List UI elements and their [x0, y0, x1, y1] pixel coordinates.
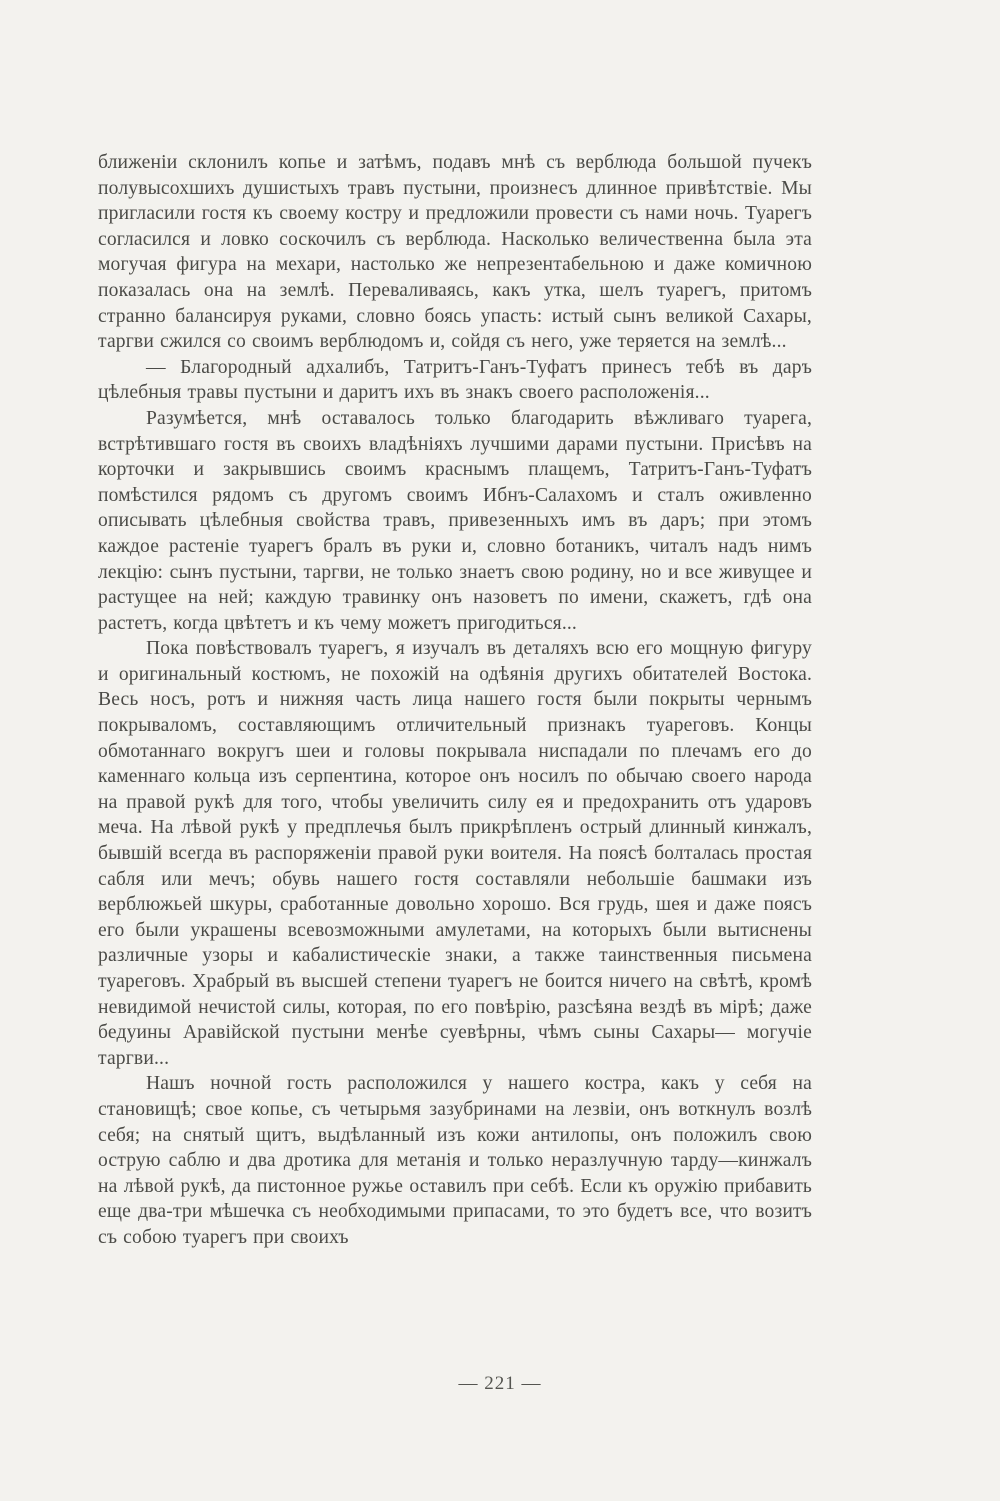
paragraph-continuation: ближеніи склонилъ копье и затѣмъ, подавъ мнѣ съ верблюда большой пучекъ полувысохшихъ душистыхъ травъ пустыни, произнесъ длинное привѣтствіе. Мы пригласили гостя къ своему костру и предложили провести съ нами ночь. Туарегъ согласился и ловко соскочилъ съ верблюда. Насколько величественна была эта могучая фигура на мехари, настолько же непрезентабельною и даже комичною показалась она на землѣ. Переваливаясь, какъ утка, шелъ туарегъ, притомъ странно балансируя руками, словно боясь упасть: истый сынъ великой Сахары, таргви сжился со своимъ верблюдомъ и, сойдя съ него, уже теряется на землѣ... — [98, 152, 812, 353]
paragraph-dialogue: — Благородный адхалибъ, Татритъ-Ганъ-Туфатъ принесъ тебѣ въ даръ цѣлебныя травы пустыни и даритъ ихъ въ знакъ своего расположенія... — [98, 356, 812, 404]
paragraph: Нашъ ночной гость расположился у нашего костра, какъ у себя на становищѣ; свое копье, съ четырьмя зазубринами на лезвіи, онъ воткнулъ возлѣ себя; на снятый щитъ, выдѣланный изъ кожи антилопы, онъ положилъ свою острую саблю и два дротика для метанія и только неразлучную тарду—кинжалъ на лѣвой рукѣ, да пистонное ружье оставилъ при себѣ. Если къ оружію прибавить еще два-три мѣшечка съ необходимыми припасами, то это будетъ все, что возитъ съ собою туарегъ при своихъ — [98, 1073, 812, 1248]
page-number: — 221 — — [458, 1373, 542, 1394]
page-body-text — [98, 150, 812, 1251]
paragraph: Пока повѣствовалъ туарегъ, я изучалъ въ деталяхъ всю его мощную фигуру и оригинальный костюмъ, не похожій на одѣянія другихъ обитателей Востока. Весь носъ, ротъ и нижняя часть лица нашего гостя были покрыты чернымъ покрываломъ, составляющимъ отличительный признакъ туареговъ. Концы обмотаннаго вокругъ шеи и головы покрывала ниспадали по плечамъ его до каменнаго кольца изъ серпентина, которое онъ носилъ по обычаю своего народа на правой рукѣ для того, чтобы увеличить силу ея и предохранить отъ ударовъ меча. На лѣвой рукѣ у предплечья былъ прикрѣпленъ острый длинный кинжалъ, бывшій всегда въ распоряженіи правой руки воителя. На поясѣ болталась простая сабля или мечъ; обувь нашего гостя составляли небольшіе башмаки изъ верблюжьей шкуры, сработанные довольно хорошо. Вся грудь, шея и даже поясъ его были украшены всевозможными амулетами, на которыхъ были вытиснены различные узоры и кабалистическіе знаки, а также таинственныя письмена туареговъ. Храбрый въ высшей степени туарегъ не боится ничего на свѣтѣ, кромѣ невидимой нечистой силы, которая, по его повѣрію, разсѣяна вездѣ въ мірѣ; даже бедуины Аравійской пустыни менѣе суевѣрны, чѣмъ сыны Сахары— могучіе таргви... — [98, 638, 812, 1069]
paragraph: Разумѣется, мнѣ оставалось только благодарить вѣжливаго туарега, встрѣтившаго гостя въ своихъ владѣніяхъ лучшими дарами пустыни. Присѣвъ на корточки и закрывшись своимъ краснымъ плащемъ, Татритъ-Ганъ-Туфатъ помѣстился рядомъ съ другомъ своимъ Ибнъ-Салахомъ и сталъ оживленно описывать цѣлебныя свойства травъ, привезенныхъ имъ въ даръ; при этомъ каждое растеніе туарегъ бралъ въ руки и, словно ботаникъ, читалъ надъ нимъ лекцію: сынъ пустыни, таргви, не только знаетъ свою родину, но и все живущее и растущее на ней; каждую травинку онъ назоветъ по имени, скажетъ, гдѣ она растетъ, когда цвѣтетъ и къ чему можетъ пригодиться... — [98, 407, 812, 634]
